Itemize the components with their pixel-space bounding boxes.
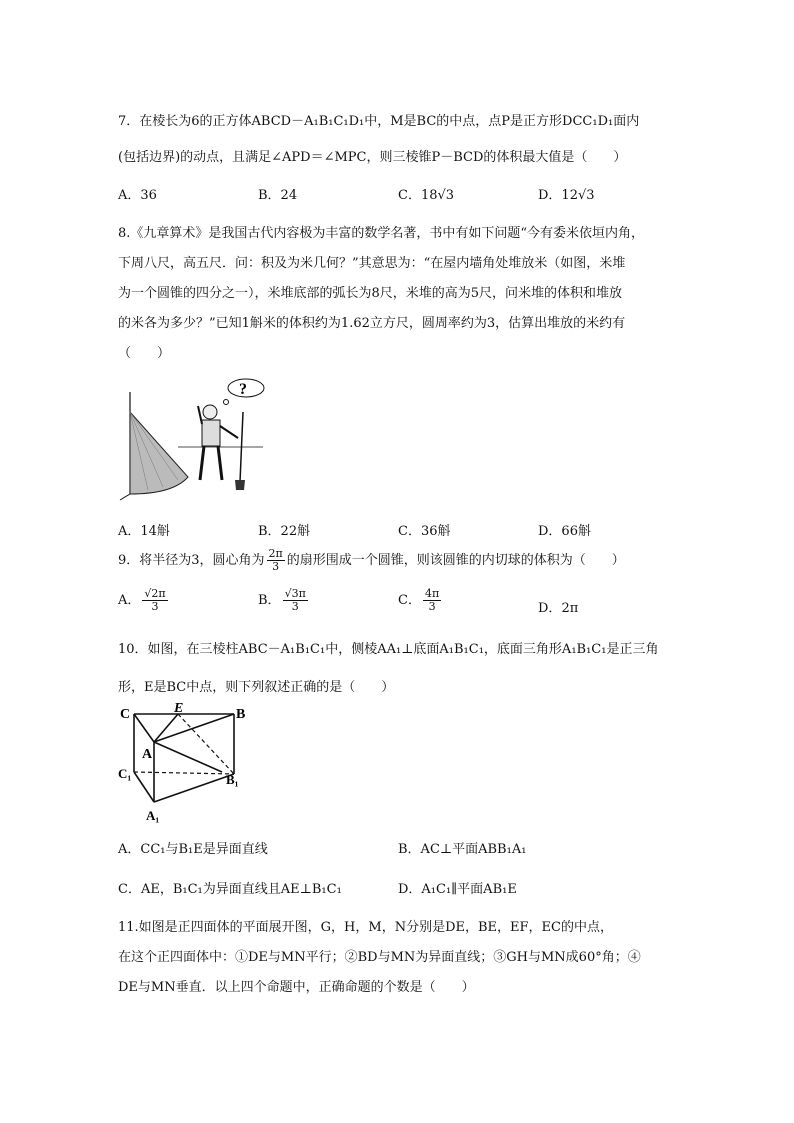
q9-option-b-num: √3π xyxy=(284,587,306,600)
q8-line1: 8.《九章算术》是我国古代内容极为丰富的数学名著，书中有如下问题“今有委米依垣内角， xyxy=(118,226,645,241)
q9-post: 的扇形围成一个圆锥，则该圆锥的内切球的体积为（ ） xyxy=(286,553,625,569)
q10-option-c: C．AE，B₁C₁为异面直线且AE⊥B₁C₁ xyxy=(118,882,342,897)
q9-option-d-label: D． xyxy=(538,601,562,616)
q9-option-d-text: 2π xyxy=(561,601,579,616)
q8-line3: 为一个圆锥的四分之一），米堆底部的弧长为8尺，米堆的高为5尺，问米堆的体积和堆放 xyxy=(118,286,623,301)
q10-line1: 10．如图，在三棱柱ABC－A₁B₁C₁中，侧棱AA₁⊥底面A₁B₁C₁，底面三角形A₁B₁C₁是正三角 xyxy=(118,642,659,657)
q7-option-c: C．18√3 xyxy=(398,188,455,203)
q9-frac-den: 3 xyxy=(272,560,280,574)
label-b1: B₁ xyxy=(226,772,239,787)
q7-option-a: A．36 xyxy=(118,188,157,203)
q8-option-a: A．14斛 xyxy=(118,524,170,539)
q9-option-a xyxy=(118,588,170,613)
q9-frac-num: 2π xyxy=(268,547,283,560)
q9-pre: 9．将半径为3，圆心角为 xyxy=(118,553,265,569)
thought-mark: ? xyxy=(239,381,247,398)
q9-option-a-den: 3 xyxy=(151,600,159,614)
q8-line4: 的米各为多少？”已知1斛米的体积约为1.62立方尺，圆周率约为3，估算出堆放的米约有 xyxy=(118,316,626,331)
q8-line2: 下周八尺，高五尺．问：积及为米几何？”其意思为：“在屋内墙角处堆放米（如图，米堆 xyxy=(118,256,626,271)
q9-fraction xyxy=(267,548,285,573)
q7-option-d: D．12√3 xyxy=(538,188,595,203)
q9-stem xyxy=(118,548,625,573)
q10-option-d: D．A₁C₁∥平面AB₁E xyxy=(398,882,517,897)
q9-option-b xyxy=(258,588,310,613)
q9-option-a-label: A． xyxy=(118,593,141,609)
q8-option-c: C．36斛 xyxy=(398,524,451,539)
label-a1: A₁ xyxy=(146,808,160,823)
q8-line5: （ ） xyxy=(118,346,171,361)
q8-option-b: B．22斛 xyxy=(258,524,311,539)
q10-line2: 形，E是BC中点，则下列叙述正确的是（ ） xyxy=(118,680,395,695)
q11-line3: DE与MN垂直．以上四个命题中，正确命题的个数是（ ） xyxy=(118,980,475,995)
label-a: A xyxy=(142,747,153,762)
rice-pile-figure xyxy=(118,372,268,502)
label-b: B xyxy=(236,707,246,722)
q9-option-b-label: B． xyxy=(258,593,281,609)
q7-line2: (包括边界)的动点，且满足∠APD＝∠MPC，则三棱锥P－BCD的体积最大值是（ ） xyxy=(118,150,627,165)
label-e: E xyxy=(174,702,184,716)
q10-option-a: A．CC₁与B₁E是异面直线 xyxy=(118,842,268,857)
q11-line1: 11.如图是正四面体的平面展开图，G，H，M，N分别是DE，BE，EF，EC的中点， xyxy=(118,920,613,935)
q7-line1: 7．在棱长为6的正方体ABCD－A₁B₁C₁D₁中，M是BC的中点，点P是正方形DCC₁D₁面内 xyxy=(118,114,640,129)
label-c: C xyxy=(120,707,131,722)
prism-figure xyxy=(116,702,256,824)
q8-option-d: D．66斛 xyxy=(538,524,591,539)
label-c1: C₁ xyxy=(118,766,132,781)
q9-option-a-num: √2π xyxy=(144,587,166,600)
q9-option-c-den: 3 xyxy=(428,600,436,614)
q7-option-b: B．24 xyxy=(258,188,298,203)
q9-option-c-label: C． xyxy=(398,593,421,609)
q11-line2: 在这个正四面体中：①DE与MN平行；②BD与MN为异面直线；③GH与MN成60°角；④ xyxy=(118,950,641,965)
q9-option-c xyxy=(398,588,443,613)
q9-option-d xyxy=(538,597,578,616)
q10-option-b: B．AC⊥平面ABB₁A₁ xyxy=(398,842,527,857)
q9-option-c-num: 4π xyxy=(424,587,440,600)
q9-option-b-den: 3 xyxy=(291,600,299,614)
